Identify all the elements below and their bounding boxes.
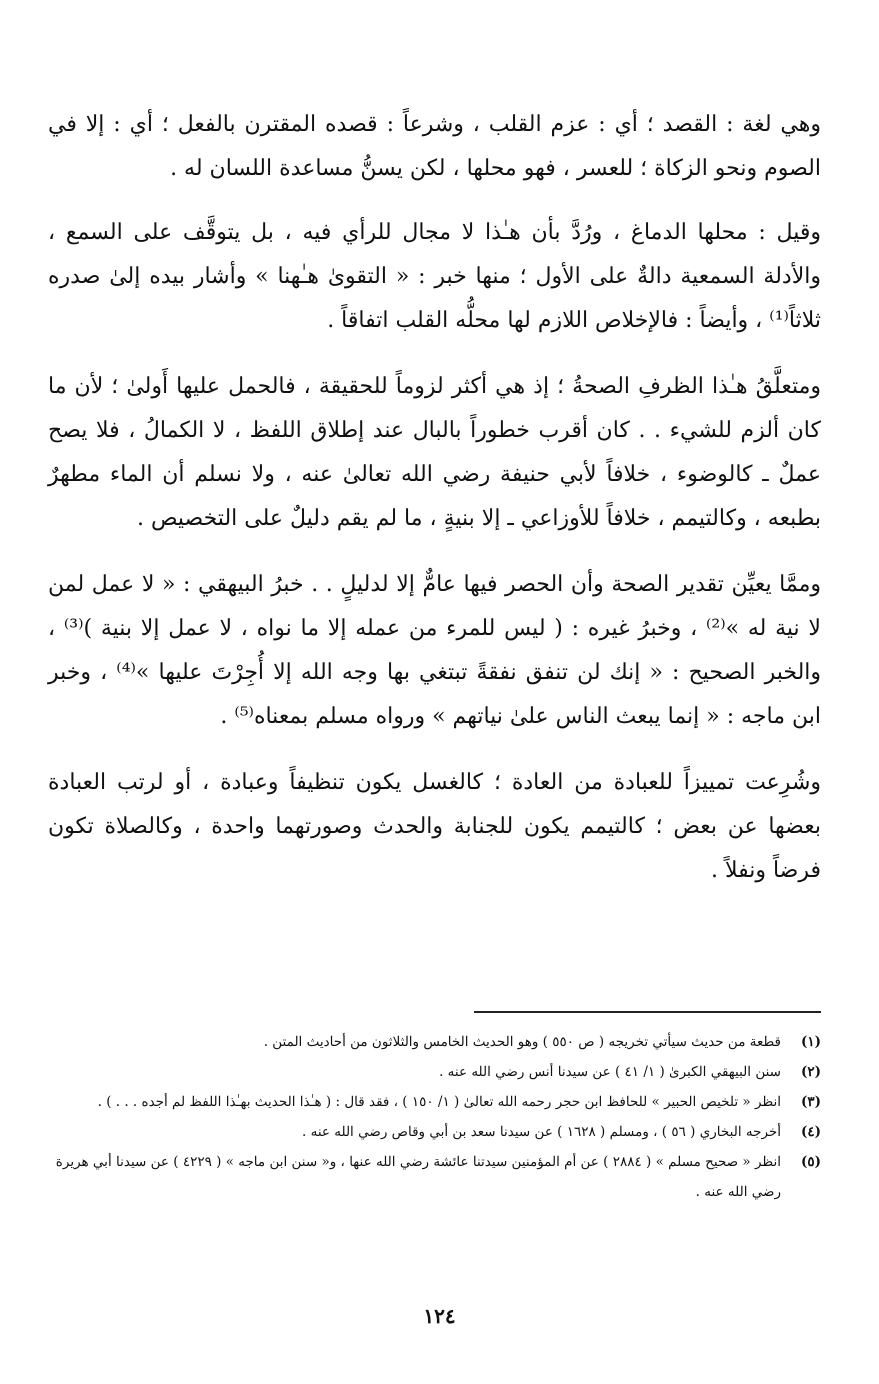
- footnote-number: (٢): [800, 1064, 821, 1080]
- paragraph-4: وممَّا يعيِّن تقدير الصحة وأن الحصر فيها عامٌّ إلا لدليلٍ . . خبرُ البيهقي : « لا عمل لمن لا نية له »⁽²⁾ ، وخبرُ غيره : ( ليس للمرء من عمله إلا ما نواه ، لا عمل إلا بنية )⁽³⁾ ، والخبر الصحيح : « إنك لن تنفق نفقةً تبتغي بها وجه الله إلا أُجِرْتَ عليها »⁽⁴⁾ ، وخبر ابن ماجه : « إنما يبعث الناس علىٰ نياتهم » ورواه مسلم بمعناه⁽⁵⁾ .: [48, 572, 822, 729]
- footnote-text: سنن البيهقي الكبرىٰ ( ١/ ٤١ ) عن سيدنا أنس رضي الله عنه .: [439, 1064, 781, 1080]
- page-number: ١٢٤: [423, 1304, 456, 1328]
- main-text: [48, 103, 821, 915]
- footnote-1: [48, 1027, 821, 1057]
- footnote-5: [48, 1147, 821, 1207]
- footnotes: [48, 1027, 821, 1207]
- footnote-divider: [474, 1011, 821, 1013]
- footnote-text: أخرجه البخاري ( ٥٦ ) ، ومسلم ( ١٦٢٨ ) عن سيدنا سعد بن أبي وقاص رضي الله عنه .: [302, 1124, 781, 1140]
- footnote-3: [48, 1087, 821, 1117]
- footnote-text: انظر « تلخيص الحبير » للحافظ ابن حجر رحمه الله تعالىٰ ( ١/ ١٥٠ ) ، فقد قال : ( هـٰذا الحديث بهـٰذا اللفظ لم أجده . . . ) .: [97, 1094, 781, 1110]
- footnote-text: انظر « صحيح مسلم » ( ٢٨٨٤ ) عن أم المؤمنين سيدتنا عائشة رضي الله عنها ، و« سنن ابن ماجه » ( ٤٢٢٩ ) عن سيدنا أبي هريرة رضي الله عنه .: [55, 1154, 781, 1200]
- paragraph-1: وهي لغة : القصد ؛ أي : عزم القلب ، وشرعاً : قصده المقترن بالفعل ؛ أي : إلا في الصوم ونحو الزكاة ؛ للعسر ، فهو محلها ، لكن يسنُّ مساعدة اللسان له .: [48, 112, 821, 181]
- footnote-number: (٥): [800, 1154, 821, 1170]
- paragraph-2: وقيل : محلها الدماغ ، ورُدَّ بأن هـٰذا لا مجال للرأي فيه ، بل يتوقَّف على السمع ، والأدلة السمعية دالةٌ على الأول ؛ منها خبر : « التقوىٰ هـٰهنا » وأشار بيده إلىٰ صدره ثلاثاً⁽¹⁾ ، وأيضاً : فالإخلاص اللازم لها محلُّه القلب اتفاقاً .: [48, 220, 821, 333]
- footnote-number: (١): [800, 1034, 821, 1050]
- footnote-number: (٤): [800, 1124, 821, 1140]
- footnote-text: قطعة من حديث سيأتي تخريجه ( ص ٥٥٠ ) وهو الحديث الخامس والثلاثون من أحاديث المتن .: [263, 1034, 781, 1050]
- footnote-number: (٣): [800, 1094, 821, 1110]
- footnote-2: [48, 1057, 821, 1087]
- paragraph-3: ومتعلَّقُ هـٰذا الظرفِ الصحةُ ؛ إذ هي أكثر لزوماً للحقيقة ، فالحمل عليها أَولىٰ ؛ لأن ما كان ألزم للشيء . . كان أقرب خطوراً بالبال عند إطلاق اللفظ ، لا الكمالُ ، فلا يصح عملٌ ـ كالوضوء ، خلافاً لأبي حنيفة رضي الله تعالىٰ عنه ، ولا نسلم أن الماء مطهرٌ بطبعه ، وكالتيمم ، خلافاً للأوزاعي ـ إلا بنيةٍ ، ما لم يقم دليلٌ على التخصيص .: [48, 374, 821, 531]
- paragraph-5: وشُرِعت تمييزاً للعبادة من العادة ؛ كالغسل يكون تنظيفاً وعبادة ، أو لرتب العبادة بعضها عن بعض ؛ كالتيمم يكون للجنابة والحدث وصورتهما واحدة ، وكالصلاة تكون فرضاً ونفلاً .: [48, 770, 821, 883]
- footnote-4: [48, 1117, 821, 1147]
